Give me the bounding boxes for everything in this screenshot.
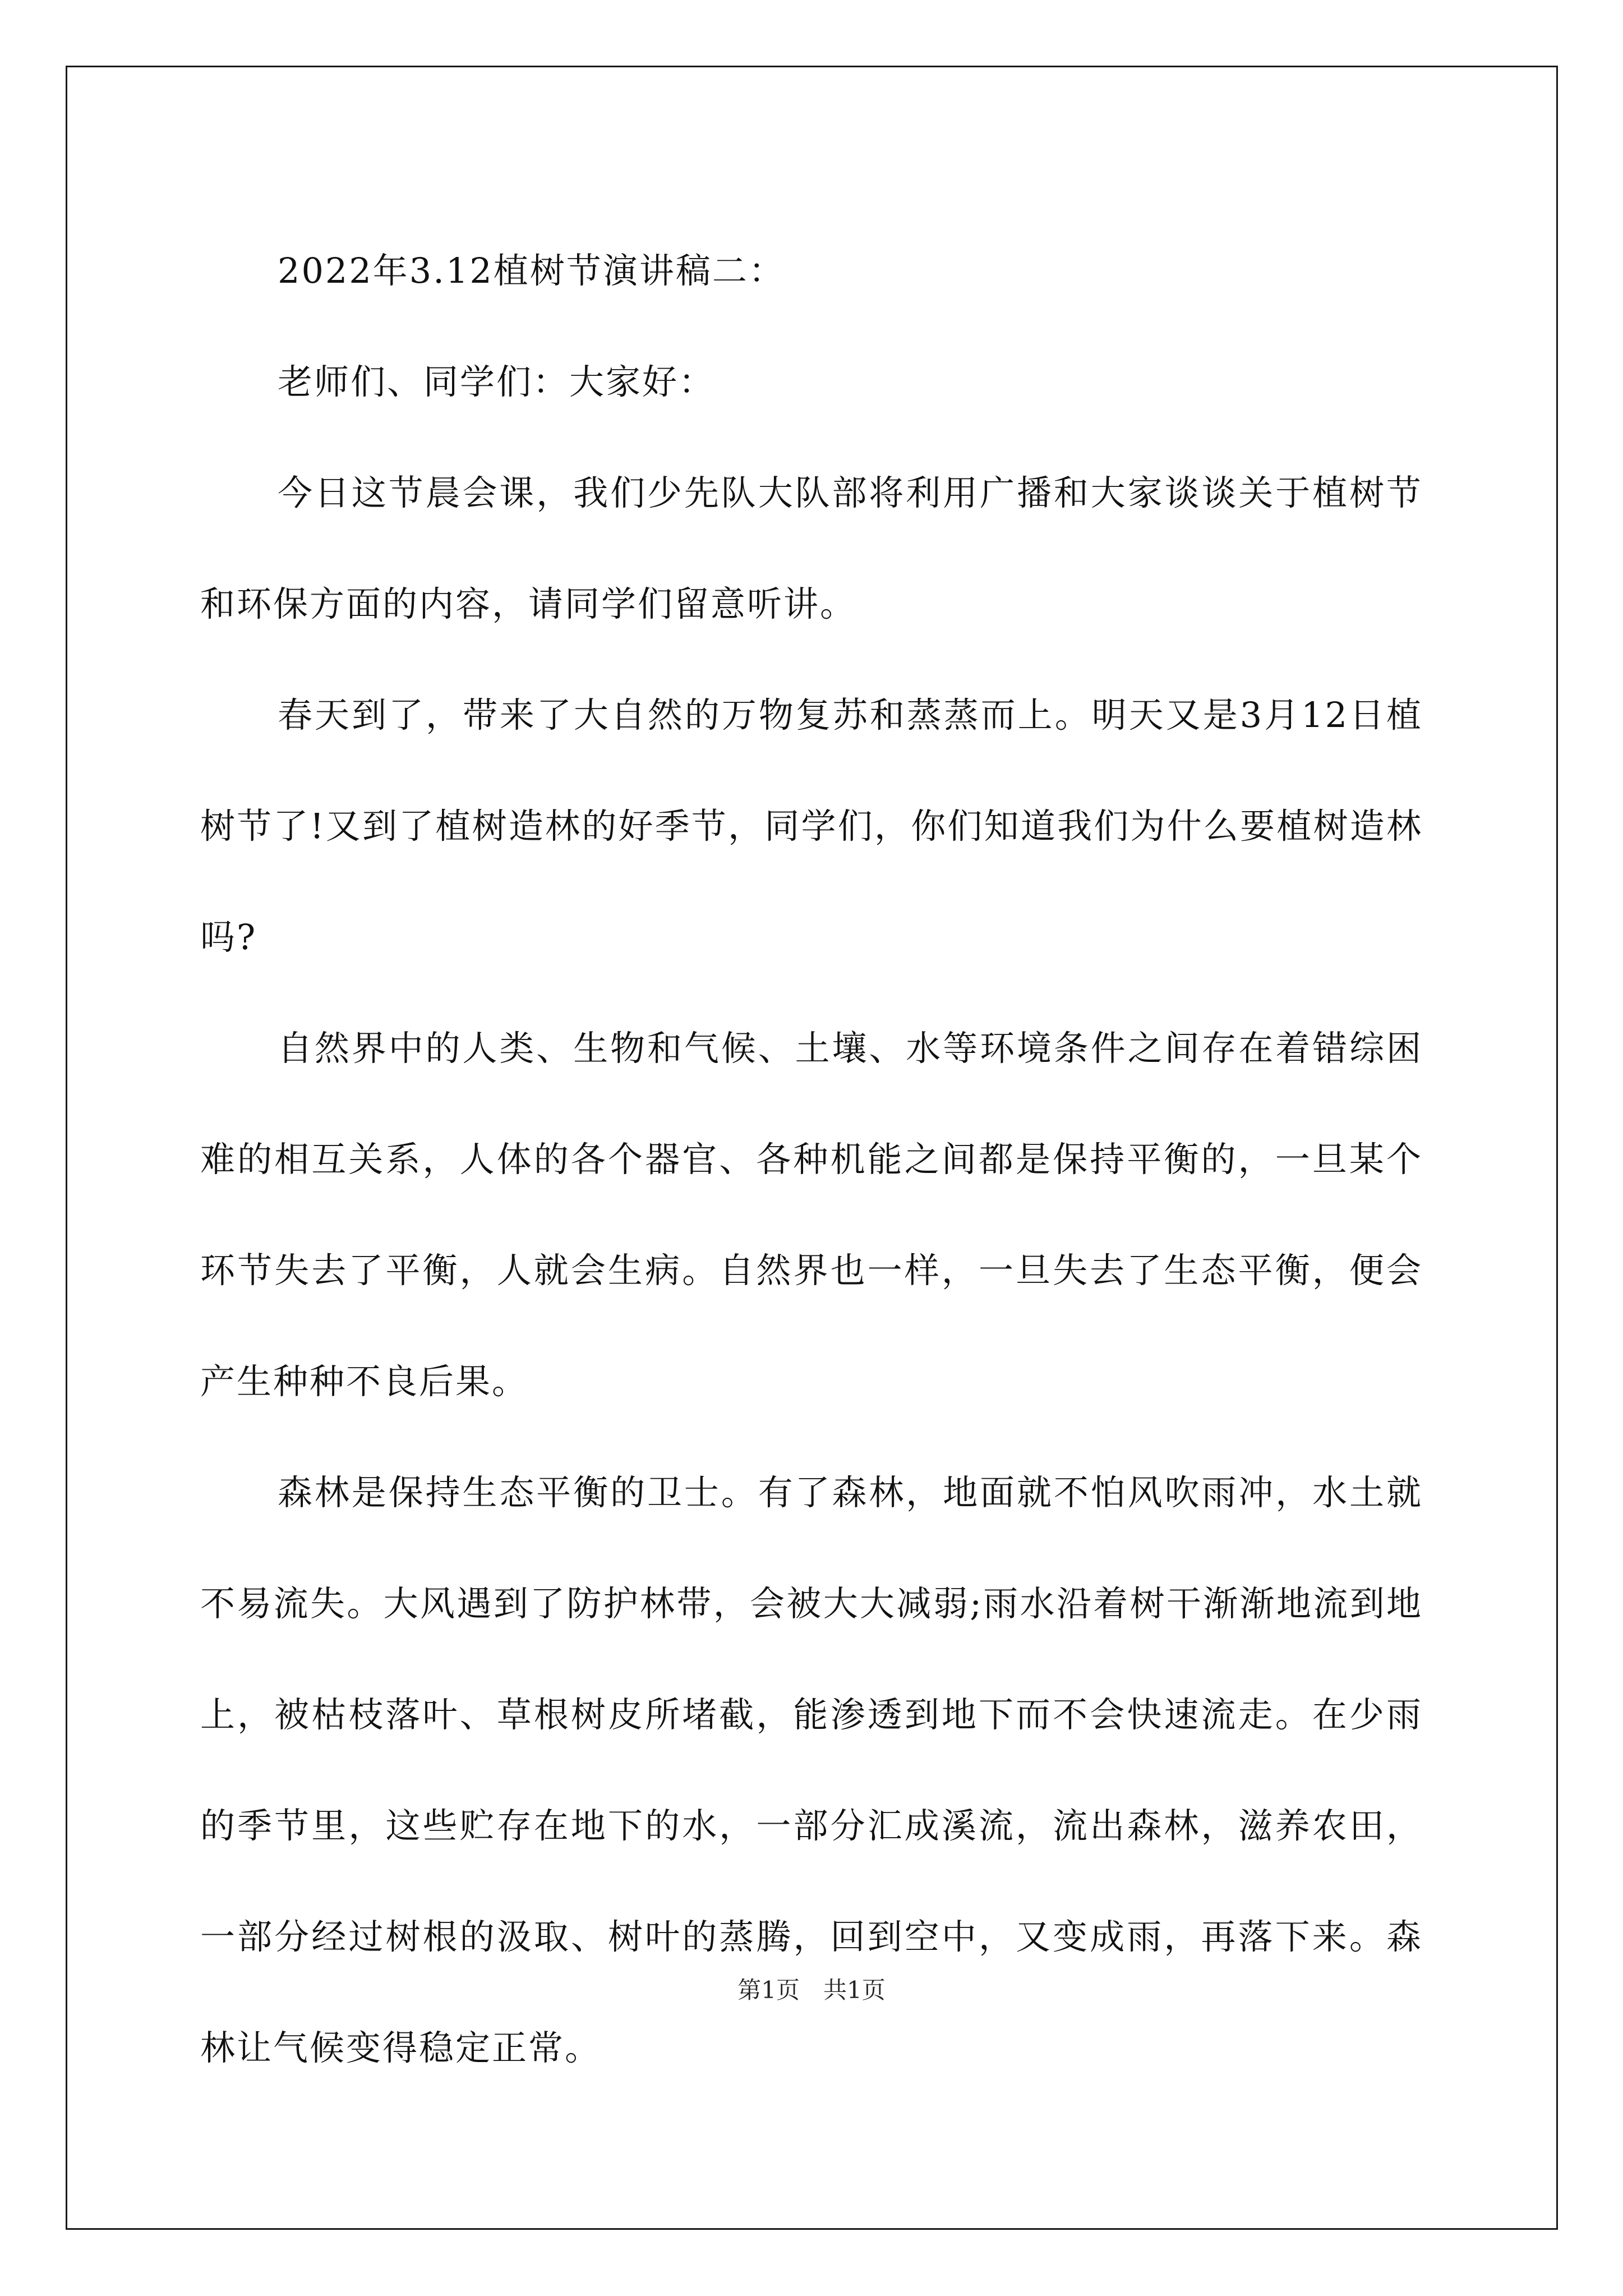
document-body	[200, 215, 1423, 2104]
greeting-paragraph: 老师们、同学们：大家好：	[278, 361, 716, 402]
body-paragraph: 自然界中的人类、生物和气候、土壤、水等环境条件之间存在着错综困难的相互关系，人体的各个器官、各种机能之间都是保持平衡的，一旦某个环节失去了平衡，人就会生病。自然界也一样，一旦失去了生态平衡，便会产生种种不良后果。	[200, 1028, 1423, 1402]
body-paragraph: 森林是保持生态平衡的卫士。有了森林，地面就不怕风吹雨冲，水土就不易流失。大风遇到了防护林带，会被大大减弱;雨水沿着树干渐渐地流到地上，被枯枝落叶、草根树皮所堵截，能渗透到地下而不会快速流走。在少雨的季节里，这些贮存在地下的水，一部分汇成溪流，流出森林，滋养农田，一部分经过树根的汲取、树叶的蒸腾，回到空中，又变成雨，再落下来。森林让气候变得稳定正常。	[200, 1472, 1423, 2068]
body-paragraph: 春天到了，带来了大自然的万物复苏和蒸蒸而上。明天又是3月12日植树节了!又到了植树造林的好季节，同学们，你们知道我们为什么要植树造林吗?	[200, 694, 1423, 958]
document-title: 2022年3.12植树节演讲稿二：	[278, 250, 785, 291]
page-footer: 第1页 共1页	[737, 1976, 886, 2004]
body-paragraph: 今日这节晨会课，我们少先队大队部将利用广播和大家谈谈关于植树节和环保方面的内容，请同学们留意听讲。	[200, 472, 1423, 624]
